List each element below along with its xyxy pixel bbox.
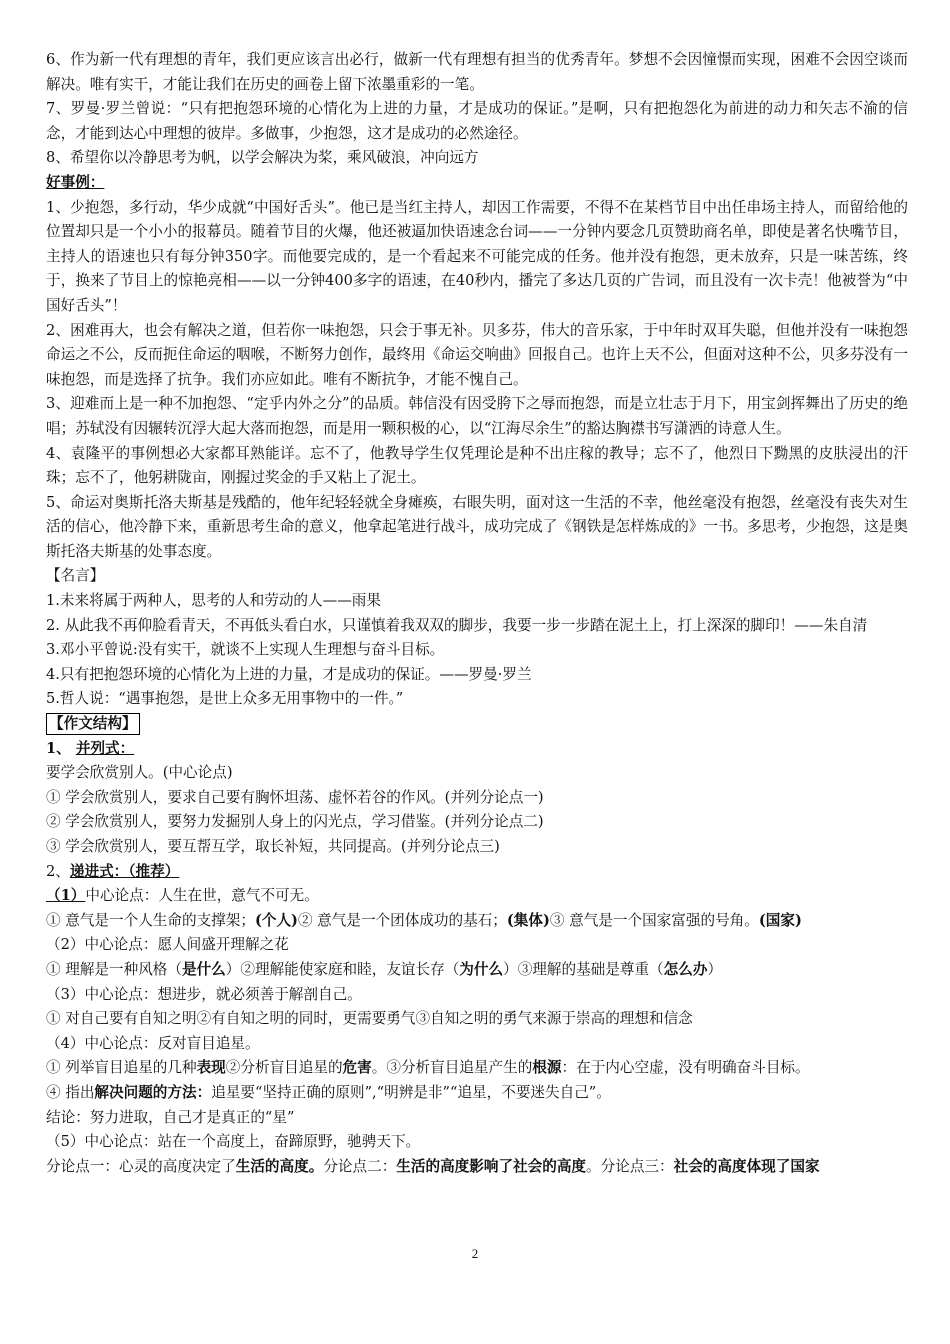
- progressive-s3: （3）中心论点：想进步，就必须善于解剖自己。: [46, 985, 362, 1003]
- quote-item: 2. 从此我不再仰脸看青天，不再低头看白水，只谨慎着我双双的脚步，我要一步一步踏在泥土上，打上深深的脚印！——朱自清: [46, 616, 868, 634]
- quote-item: 4.只有把抱怨环境的心情化为上进的力量，才是成功的保证。——罗曼·罗兰: [46, 665, 532, 683]
- bold-run: 是什么: [181, 960, 226, 978]
- progressive-s1-line: [46, 909, 908, 934]
- progressive-s4: （4）中心论点：反对盲目追星。: [46, 1034, 260, 1052]
- parallel-line: ③ 学会欣赏别人，要互帮互学，取长补短，共同提高。(并列分论点三): [46, 838, 500, 855]
- structure-heading-line: [46, 712, 908, 737]
- progressive-s2-line: [46, 958, 908, 983]
- text-run: 追星要“坚持正确的原则”,“明辨是非”“追星，不要迷失自己”。: [211, 1083, 611, 1101]
- bold-run: 怎么办: [663, 960, 708, 978]
- parallel-line: ① 学会欣赏别人，要求自己要有胸怀坦荡、虚怀若谷的作风。(并列分论点一): [46, 788, 544, 806]
- bold-run: (国家): [758, 911, 802, 929]
- progressive-s5: （5）中心论点：站在一个高度上，奋蹄原野，驰骋天下。: [46, 1133, 421, 1151]
- example-item: 5、命运对奥斯托洛夫斯基是残酷的，他年纪轻轻就全身瘫痪，右眼失明，面对这一生活的不幸，他丝毫没有抱怨，丝毫没有丧失对生活的信心，他冷静下来，重新思考生命的意义，他拿起笔进行战斗，成功完成了《钢铁是怎样炼成的》一书。多思考，少抱怨，这是奥斯托洛夫斯基的处事态度。: [46, 493, 908, 560]
- progressive-num: 2、: [46, 862, 70, 880]
- structure-heading: 【作文结构】: [46, 713, 140, 735]
- progressive-s4-line: [46, 1081, 908, 1106]
- bold-run: (集体): [506, 911, 550, 929]
- bold-run: 解决问题的方法：: [94, 1083, 212, 1101]
- example-item: 4、袁隆平的事例想必大家都耳熟能详。忘不了，他教导学生仅凭理论是种不出庄稼的教导；忘不了，他烈日下黝黑的皮肤浸出的汗珠；忘不了，他躬耕陇亩，刚握过奖金的手又粘上了泥土。: [46, 444, 908, 487]
- parallel-line: 要学会欣赏别人。(中心论点): [46, 764, 233, 782]
- bold-run: 生活的高度。: [235, 1157, 324, 1175]
- parallel-title: 并列式：: [75, 739, 135, 757]
- progressive-s1: [46, 884, 908, 909]
- bold-run: 生活的高度影响了社会的高度: [396, 1157, 587, 1175]
- text-run: ：在于内心空虚，没有明确奋斗目标。: [561, 1059, 810, 1077]
- text-run: 分论点一：心灵的高度决定了: [46, 1157, 236, 1175]
- quote-item: 3.邓小平曾说:没有实干，就谈不上实现人生理想与奋斗目标。: [46, 641, 445, 659]
- text-run: ）: [707, 960, 723, 978]
- s1-text: 中心论点：人生在世，意气不可无。: [85, 887, 319, 905]
- text-run: ① 意气是一个人生命的支撑架；: [46, 911, 255, 929]
- s1-num: （1）: [46, 887, 86, 905]
- parallel-line: ② 学会欣赏别人，要努力发掘别人身上的闪光点，学习借鉴。(并列分论点二): [46, 813, 544, 831]
- progressive-heading: [46, 860, 908, 885]
- text-run: 。分论点三：: [586, 1157, 674, 1175]
- bold-run: 危害: [342, 1059, 372, 1077]
- text-run: 。③分析盲目追星产生的: [371, 1059, 533, 1077]
- examples-heading: 好事例：: [46, 173, 105, 191]
- text-run: ① 列举盲目追星的几种: [46, 1059, 197, 1077]
- example-item: 2、困难再大，也会有解决之道，但若你一味抱怨，只会于事无补。贝多芬，伟大的音乐家，于中年时双耳失聪，但他并没有一味抱怨命运之不公，反而扼住命运的咽喉，不断努力创作，最终用《命运交响曲》回报自己。也许上天不公，但面对这种不公，贝多芬没有一味抱怨，而是选择了抗争。我们亦应如此。唯有不断抗争，才能不愧自己。: [46, 321, 908, 388]
- text-run: ）②理解能使家庭和睦，友谊长存（: [225, 960, 460, 978]
- document-page: [46, 48, 908, 1179]
- text-run: ②分析盲目追星的: [225, 1059, 343, 1077]
- bold-run: 根源: [532, 1059, 562, 1077]
- quotes-heading: 【名言】: [46, 567, 105, 585]
- intro-item: 7、罗曼·罗兰曾说：“只有把抱怨环境的心情化为上进的力量，才是成功的保证。”是啊，只有把抱怨化为前进的动力和矢志不渝的信念，才能到达心中理想的彼岸。多做事，少抱怨，这才是成功的必然途径。: [46, 100, 908, 142]
- text-run: 分论点二：: [323, 1157, 397, 1175]
- text-run: ）③理解的基础是尊重（: [503, 960, 664, 978]
- page-number: 2: [471, 1246, 479, 1261]
- quote-item: 5.哲人说：“遇事抱怨，是世上众多无用事物中的一件。”: [46, 690, 404, 708]
- intro-item: 8、希望你以冷静思考为帆，以学会解决为桨，乘风破浪，冲向远方: [46, 149, 479, 167]
- progressive-s4-conclusion: 结论：努力进取，自己才是真正的“星”: [46, 1108, 295, 1126]
- example-item: 1、少抱怨，多行动，华少成就“中国好舌头”。他已是当红主持人，却因工作需要，不得不在某档节目中出任串场主持人，而留给他的位置却只是一个小小的报幕员。随着节目的火爆，他还被逼加快语速念台词——一分钟内要念几页赞助商名单，即使是著名快嘴节目，主持人的语速也只有每分钟350字。而他要完成的，是一个看起来不可能完成的任务。他并没有抱怨，更未放弃，只是一味苦练，终于，换来了节目上的惊艳亮相——以一分钟400多字的语速，在40秒内，播完了多达几页的广告词，而且没有一次卡壳！他被誉为“中国好舌头”！: [46, 198, 908, 314]
- bold-run: 表现: [196, 1059, 226, 1077]
- progressive-s4-line: [46, 1056, 908, 1081]
- example-item: 3、迎难而上是一种不加抱怨、“定乎内外之分”的品质。韩信没有因受胯下之辱而抱怨，而是立壮志于月下，用宝剑挥舞出了历史的绝唱；苏轼没有因辗转沉浮大起大落而抱怨，而是用一颗积极的心，以“江海尽余生”的豁达胸襟书写潇洒的诗意人生。: [46, 395, 908, 437]
- bold-run: (个人): [254, 911, 298, 929]
- text-run: ③ 意气是一个国家富强的号角。: [549, 911, 759, 929]
- intro-item: 6、作为新一代有理想的青年，我们更应该言出必行，做新一代有理想有担当的优秀青年。梦想不会因憧憬而实现，困难不会因空谈而解决。唯有实干，才能让我们在历史的画卷上留下浓墨重彩的一笔。: [46, 51, 908, 93]
- text-run: ④ 指出: [46, 1083, 95, 1101]
- parallel-num: 1、: [46, 739, 71, 757]
- bold-run: 社会的高度体现了国家: [673, 1157, 820, 1175]
- progressive-s2: （2）中心论点：愿人间盛开理解之花: [46, 936, 289, 954]
- bold-run: 为什么: [459, 960, 504, 978]
- text-run: ② 意气是一个团体成功的基石；: [297, 911, 507, 929]
- text-run: ① 理解是一种风格（: [46, 960, 182, 978]
- parallel-heading: [46, 737, 908, 762]
- progressive-s5-line: [46, 1155, 908, 1180]
- progressive-title: 递进式：（推荐）: [69, 862, 180, 880]
- progressive-s3-line: ① 对自己要有自知之明②有自知之明的同时，更需要勇气③自知之明的勇气来源于崇高的理想和信念: [46, 1010, 693, 1028]
- quote-item: 1.未来将属于两种人，思考的人和劳动的人——雨果: [46, 592, 381, 610]
